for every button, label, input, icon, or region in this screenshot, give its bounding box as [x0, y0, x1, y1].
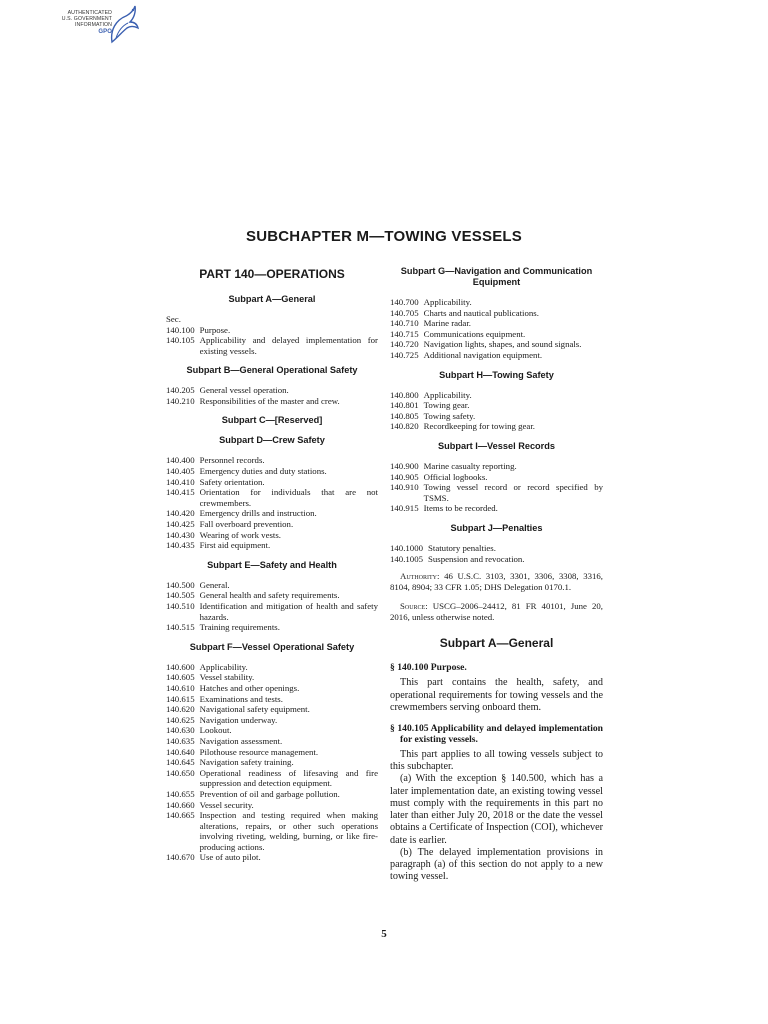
- toc-entry: [166, 736, 378, 747]
- logo-text: [56, 10, 112, 35]
- toc-section-title: Applicability.: [423, 389, 472, 400]
- toc-section-title: Responsibilities of the master and crew.: [199, 395, 340, 406]
- toc-entry: [166, 508, 378, 519]
- toc-entry: [166, 704, 378, 715]
- toc-section-title: Training requirements.: [199, 622, 280, 633]
- subpart-heading: Subpart B—General Operational Safety: [186, 365, 358, 376]
- section-paragraph: (a) With the exception § 140.500, which has a later implementation date, an existing towing vessel must comply with the requirements in this part no later than either July 20, 2018 or the date the vessel obtains a Certificate of Inspection (COI), whichever date is earlier.: [390, 773, 603, 846]
- toc-entry: [390, 297, 603, 308]
- toc-section-number: 140.720: [390, 339, 419, 350]
- logo-line-3: INFORMATION: [74, 22, 112, 29]
- toc-section-number: 140.515: [166, 622, 195, 633]
- toc-entry: [390, 350, 603, 361]
- subpart-heading: Subpart J—Penalties: [450, 522, 543, 533]
- toc-section-title: Towing gear.: [423, 400, 470, 411]
- subpart-a-heading: Subpart A—General: [439, 636, 554, 651]
- toc-section-number: 140.435: [166, 540, 195, 551]
- toc-section-title: Towing vessel record or record specified by TSMS.: [423, 482, 603, 503]
- toc-section-title: Applicability.: [199, 661, 248, 672]
- toc-section-number: 140.820: [390, 421, 419, 432]
- authority-note: [390, 571, 603, 592]
- logo-line-2: U.S. GOVERNMENT: [61, 16, 112, 23]
- toc-section-number: 140.625: [166, 714, 195, 725]
- toc-section-number: 140.655: [166, 788, 195, 799]
- toc-section-number: 140.645: [166, 757, 195, 768]
- toc-entry: [166, 662, 378, 673]
- gpo-authentication-logo: [56, 4, 140, 46]
- toc-section-title: Marine radar.: [423, 318, 471, 329]
- toc-section-title: Additional navigation equipment.: [423, 349, 543, 360]
- toc-section-title: Suspension and revocation.: [428, 553, 525, 564]
- section-paragraph: This part applies to all towing vessels subject to this subchapter.: [390, 749, 603, 773]
- source-text: USCG–2006–24412, 81 FR 40101, June 20, 2016, unless otherwise noted.: [390, 601, 603, 622]
- subpart-heading: Subpart G—Navigation and Communication Equipment: [400, 266, 593, 287]
- toc-section-number: 140.1005: [390, 553, 423, 564]
- toc-entry: [166, 852, 378, 863]
- toc-section-number: 140.505: [166, 590, 195, 601]
- toc-entry: [166, 325, 378, 336]
- toc-section-number: 140.205: [166, 385, 195, 396]
- toc-entry: [390, 421, 603, 432]
- subpart-heading: Subpart D—Crew Safety: [219, 435, 325, 446]
- toc-section-title: Communications equipment.: [423, 328, 526, 339]
- toc-entry: [166, 455, 378, 466]
- toc-section-title: Navigation safety training.: [199, 757, 294, 768]
- toc-entry: [166, 601, 378, 622]
- toc-section-title: Marine casualty reporting.: [423, 460, 517, 471]
- toc-entry: [390, 554, 603, 565]
- toc-list: [166, 385, 378, 406]
- toc-section-title: Charts and nautical publications.: [423, 307, 539, 318]
- toc-entry: [166, 580, 378, 591]
- toc-section-title: Personnel records.: [199, 455, 265, 466]
- toc-section-number: 140.1000: [390, 542, 423, 553]
- toc-section-number: 140.400: [166, 455, 195, 466]
- toc-list: [390, 297, 603, 361]
- toc-section-title: Lookout.: [199, 725, 232, 736]
- toc-section-number: 140.425: [166, 519, 195, 530]
- toc-entry: [390, 472, 603, 483]
- toc-entry: [390, 482, 603, 503]
- right-table-of-contents: [390, 266, 603, 564]
- toc-entry: [166, 519, 378, 530]
- toc-section-number: 140.670: [166, 852, 195, 863]
- toc-section-number: 140.420: [166, 508, 195, 519]
- toc-section-number: 140.910: [390, 482, 419, 493]
- toc-section-title: Emergency duties and duty stations.: [199, 466, 327, 477]
- toc-section-number: 140.405: [166, 466, 195, 477]
- source-label: Source:: [400, 601, 428, 612]
- toc-section-number: 140.500: [166, 579, 195, 590]
- toc-section-title: Navigation assessment.: [199, 735, 283, 746]
- toc-section-number: 140.905: [390, 471, 419, 482]
- toc-section-title: Vessel stability.: [199, 672, 255, 683]
- toc-section-number: 140.710: [390, 318, 419, 329]
- toc-section-title: Hatches and other openings.: [199, 682, 300, 693]
- toc-section-title: Use of auto pilot.: [199, 852, 261, 863]
- toc-section-title: Pilothouse resource management.: [199, 746, 319, 757]
- toc-section-number: 140.915: [390, 503, 419, 514]
- toc-list: [166, 662, 378, 863]
- toc-list: [166, 455, 378, 550]
- authority-text: 46 U.S.C. 3103, 3301, 3306, 3308, 3316, 8104, 8904; 33 CFR 1.05; DHS Delegation 0170.1.: [390, 571, 604, 592]
- toc-section-number: 140.725: [390, 349, 419, 360]
- toc-section-number: 140.805: [390, 410, 419, 421]
- subpart-heading: Subpart E—Safety and Health: [207, 559, 337, 570]
- sec-label: Sec.: [166, 314, 181, 324]
- toc-entry: [166, 810, 378, 852]
- section-heading: § 140.100 Purpose.: [390, 662, 467, 674]
- toc-section-title: General health and safety requirements.: [199, 590, 340, 601]
- toc-section-number: 140.801: [390, 400, 419, 411]
- toc-section-title: Applicability and delayed implementation for existing vessels.: [199, 335, 378, 356]
- toc-section-number: 140.715: [390, 328, 419, 339]
- toc-entry: [390, 411, 603, 422]
- toc-section-number: 140.415: [166, 487, 195, 498]
- part-title: PART 140—OPERATIONS: [199, 267, 345, 281]
- toc-entry: [390, 308, 603, 319]
- toc-entry: [166, 396, 378, 407]
- toc-entry: [166, 789, 378, 800]
- toc-list: [390, 543, 603, 564]
- toc-section-title: Official logbooks.: [423, 471, 488, 482]
- toc-section-title: Identification and mitigation of health and safety hazards.: [199, 601, 378, 622]
- toc-section-title: Orientation for individuals that are not crewmembers.: [199, 487, 378, 508]
- toc-section-number: 140.430: [166, 529, 195, 540]
- toc-entry: [166, 683, 378, 694]
- toc-entry: [166, 768, 378, 789]
- toc-entry: [166, 725, 378, 736]
- toc-section-title: Wearing of work vests.: [199, 529, 281, 540]
- toc-entry: [166, 757, 378, 768]
- page-number: 5: [381, 928, 387, 940]
- toc-section-title: Examinations and tests.: [199, 693, 283, 704]
- toc-entry: [390, 390, 603, 401]
- section-paragraph: This part contains the health, safety, and operational requirements for towing vessels and the crewmembers serving onboard them.: [390, 677, 603, 713]
- toc-entry: [390, 329, 603, 340]
- toc-entry: [166, 694, 378, 705]
- subchapter-title: SUBCHAPTER M—TOWING VESSELS: [246, 228, 522, 245]
- toc-entry: [166, 590, 378, 601]
- eagle-icon: [108, 4, 140, 46]
- toc-section-title: Statutory penalties.: [428, 542, 496, 553]
- toc-section-title: Recordkeeping for towing gear.: [423, 421, 535, 432]
- section-block: [390, 723, 603, 883]
- toc-section-title: General vessel operation.: [199, 385, 289, 396]
- toc-section-title: First aid equipment.: [199, 540, 271, 551]
- toc-section-number: 140.615: [166, 693, 195, 704]
- toc-section-title: Operational readiness of lifesaving and fire suppression and detection equipment.: [199, 767, 378, 789]
- toc-entry: [166, 622, 378, 633]
- toc-entry: [390, 543, 603, 554]
- left-table-of-contents: [166, 294, 378, 863]
- toc-section-title: Vessel security.: [199, 799, 254, 810]
- subpart-heading: Subpart A—General: [228, 294, 316, 304]
- regulation-sections: [390, 662, 603, 883]
- toc-section-number: 140.635: [166, 735, 195, 746]
- toc-section-title: Emergency drills and instruction.: [199, 508, 317, 519]
- toc-entry: [390, 318, 603, 329]
- toc-entry: [390, 339, 603, 350]
- toc-section-number: 140.705: [390, 307, 419, 318]
- toc-section-number: 140.210: [166, 395, 195, 406]
- toc-section-title: Applicability.: [423, 297, 472, 307]
- toc-entry: [166, 487, 378, 508]
- section-paragraph: (b) The delayed implementation provisions in paragraph (a) of this section do not apply to a new towing vessel.: [390, 846, 603, 883]
- toc-section-title: Navigation underway.: [199, 714, 278, 725]
- toc-entry: [166, 477, 378, 488]
- toc-section-number: 140.650: [166, 767, 195, 778]
- toc-section-number: 140.510: [166, 601, 195, 611]
- toc-entry: [390, 400, 603, 411]
- source-note: [390, 601, 603, 622]
- toc-section-number: 140.700: [390, 297, 419, 307]
- toc-section-title: Purpose.: [199, 324, 231, 335]
- subpart-heading: Subpart H—Towing Safety: [439, 369, 554, 380]
- authority-label: Authority:: [400, 571, 440, 582]
- toc-section-title: Items to be recorded.: [423, 503, 498, 514]
- right-column: [390, 262, 603, 892]
- toc-section-number: 140.660: [166, 799, 195, 810]
- toc-section-title: General.: [199, 579, 230, 590]
- toc-section-number: 140.640: [166, 746, 195, 757]
- toc-section-title: Navigational safety equipment.: [199, 704, 310, 715]
- toc-section-number: 140.600: [166, 661, 195, 672]
- toc-section-title: Towing safety.: [423, 410, 476, 421]
- toc-list: [390, 461, 603, 514]
- toc-section-number: 140.665: [166, 810, 195, 821]
- toc-section-title: Navigation lights, shapes, and sound signals.: [423, 339, 582, 350]
- subpart-heading: Subpart I—Vessel Records: [438, 440, 555, 451]
- toc-entry: [390, 461, 603, 472]
- toc-list: [166, 325, 378, 357]
- toc-section-number: 140.105: [166, 335, 195, 346]
- left-column: [166, 262, 378, 863]
- subpart-heading: Subpart F—Vessel Operational Safety: [189, 641, 355, 652]
- toc-list: [166, 580, 378, 633]
- toc-entry: [166, 715, 378, 726]
- toc-section-title: Fall overboard prevention.: [199, 519, 294, 530]
- toc-section-number: 140.610: [166, 682, 195, 693]
- toc-entry: [166, 540, 378, 551]
- toc-entry: [166, 530, 378, 541]
- toc-section-title: Prevention of oil and garbage pollution.: [199, 788, 340, 799]
- toc-section-number: 140.900: [390, 460, 419, 471]
- toc-entry: [166, 672, 378, 683]
- toc-section-number: 140.620: [166, 704, 195, 715]
- toc-list: [390, 390, 603, 432]
- toc-section-number: 140.410: [166, 476, 195, 487]
- toc-section-title: Safety orientation.: [199, 476, 265, 487]
- toc-entry: [390, 503, 603, 514]
- toc-section-number: 140.630: [166, 725, 195, 736]
- section-block: [390, 662, 603, 714]
- toc-entry: [166, 335, 378, 356]
- logo-gpo-text: GPO: [98, 28, 112, 35]
- section-heading: § 140.105 Applicability and delayed implementation for existing vessels.: [390, 723, 603, 746]
- toc-section-number: 140.100: [166, 324, 195, 335]
- toc-section-title: Inspection and testing required when making alterations, repairs, or other such operations involving riveting, welding, burning, or like fire-producing actions.: [199, 810, 378, 852]
- toc-entry: [166, 800, 378, 811]
- toc-entry: [166, 747, 378, 758]
- toc-entry: [166, 385, 378, 396]
- toc-section-number: 140.605: [166, 672, 195, 683]
- subpart-heading: Subpart C—[Reserved]: [221, 415, 323, 426]
- logo-line-1: AUTHENTICATED: [67, 10, 112, 16]
- toc-entry: [166, 466, 378, 477]
- toc-section-number: 140.800: [390, 389, 419, 400]
